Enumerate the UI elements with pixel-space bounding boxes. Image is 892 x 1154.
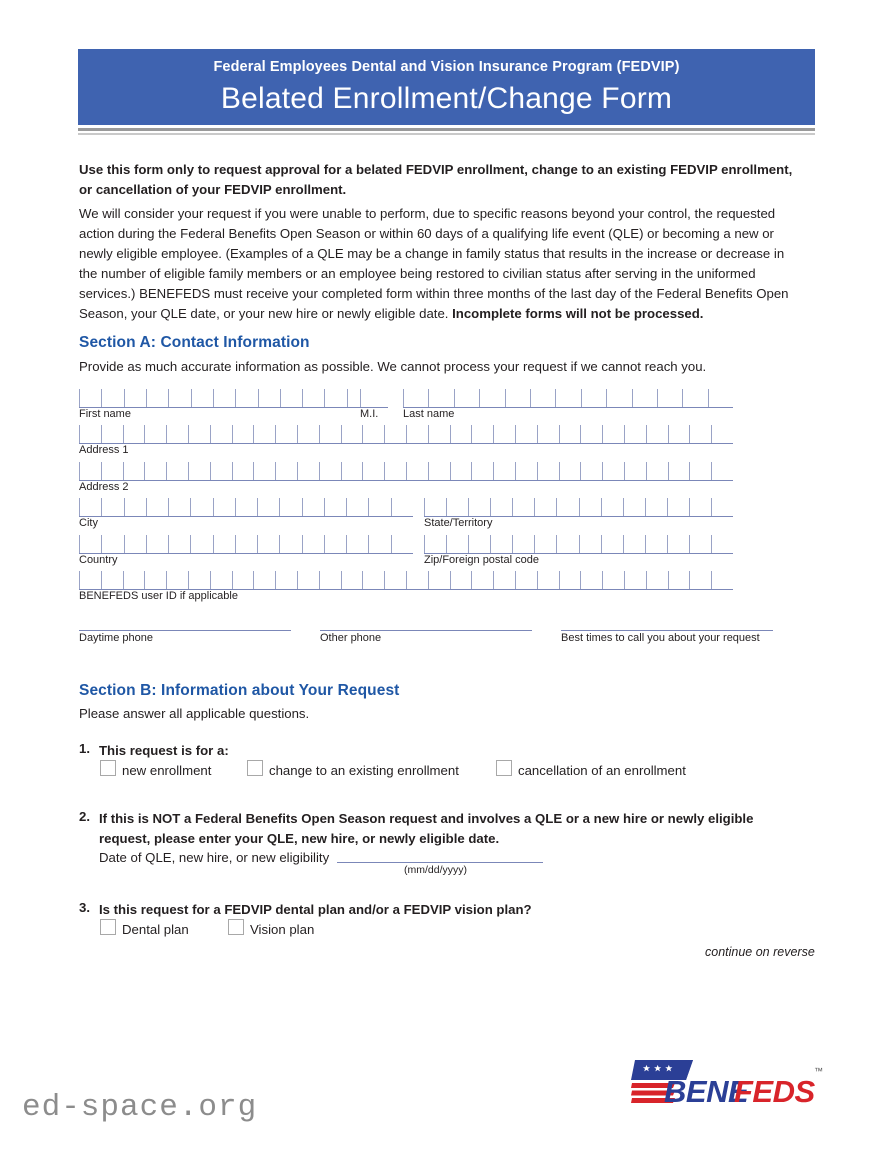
comb-cell[interactable]: [711, 571, 733, 589]
section-b-heading: Section B: Information about Your Request: [79, 682, 400, 699]
comb-cell[interactable]: [646, 425, 668, 443]
comb-cell[interactable]: [79, 462, 101, 480]
comb-cell[interactable]: [79, 425, 101, 443]
comb-cell[interactable]: [490, 498, 512, 516]
question-1-number: 1.: [79, 741, 90, 756]
header-divider-top: [78, 128, 815, 131]
comb-cell[interactable]: [391, 535, 413, 553]
comb-cell[interactable]: [471, 425, 493, 443]
comb-cell[interactable]: [253, 425, 275, 443]
comb-cell[interactable]: [479, 389, 504, 407]
comb-cell[interactable]: [512, 535, 534, 553]
header-divider-bottom: [78, 133, 815, 135]
comb-cell[interactable]: [454, 389, 479, 407]
comb-cell[interactable]: [360, 389, 388, 407]
comb-cell[interactable]: [556, 535, 578, 553]
first-name-label: First name: [79, 408, 131, 420]
comb-cell[interactable]: [559, 425, 581, 443]
checkbox-vision-plan[interactable]: [228, 919, 244, 935]
comb-cell[interactable]: [601, 498, 623, 516]
zip-postal-field[interactable]: [424, 535, 733, 566]
comb-cell[interactable]: [319, 462, 341, 480]
comb-cell[interactable]: [537, 425, 559, 443]
comb-cell[interactable]: [297, 425, 319, 443]
comb-cell[interactable]: [275, 462, 297, 480]
comb-cell[interactable]: [450, 462, 472, 480]
comb-cell[interactable]: [689, 498, 711, 516]
intro-paragraph-text: We will consider your request if you were unable to perform, due to specific reasons beyond your control, the requested action during the Federal Benefits Open Season or within 60 days of a qualifying life event (QLE) or becoming a new or newly eligible employee. (Examples of a QLE may be a change in family status that results in the increase or decrease in the number of eligible family members or an employee being restored to civilian status after serving in the uniformed services.) BENEFEDS must receive your completed form within three months of the last day of the Federal Benefits Open Season, your QLE date, or your new hire or newly eligible date.: [79, 206, 789, 322]
daytime-phone-field[interactable]: [79, 630, 291, 644]
comb-cell[interactable]: [324, 498, 346, 516]
comb-cell[interactable]: [602, 425, 624, 443]
comb-cell[interactable]: [341, 571, 363, 589]
comb-cell[interactable]: [645, 535, 667, 553]
comb-cell[interactable]: [556, 498, 578, 516]
comb-cell[interactable]: [428, 425, 450, 443]
comb-cell[interactable]: [493, 571, 515, 589]
comb-cell[interactable]: [668, 571, 690, 589]
comb-cell[interactable]: [403, 389, 428, 407]
comb-cell[interactable]: [257, 498, 279, 516]
comb-cell[interactable]: [101, 535, 123, 553]
comb-cell[interactable]: [450, 571, 472, 589]
section-b-subtext: Please answer all applicable questions.: [79, 706, 310, 721]
intro-paragraph: [79, 204, 801, 324]
state-territory-field[interactable]: [424, 498, 733, 529]
continue-on-reverse-note: continue on reverse: [705, 945, 815, 959]
checkbox-dental-plan-label: Dental plan: [122, 922, 189, 937]
comb-cell[interactable]: [257, 535, 279, 553]
qle-date-label: Date of QLE, new hire, or new eligibility: [99, 850, 330, 865]
comb-cell[interactable]: [515, 462, 537, 480]
comb-cell[interactable]: [602, 462, 624, 480]
comb-cell[interactable]: [428, 571, 450, 589]
comb-cell[interactable]: [124, 535, 146, 553]
comb-cell[interactable]: [275, 571, 297, 589]
comb-cell[interactable]: [424, 498, 446, 516]
comb-cell[interactable]: [646, 571, 668, 589]
comb-cell[interactable]: [657, 389, 682, 407]
comb-cell[interactable]: [210, 571, 232, 589]
middle-initial-field[interactable]: [360, 389, 388, 420]
comb-cell[interactable]: [123, 425, 145, 443]
comb-cell[interactable]: [101, 571, 123, 589]
comb-cell[interactable]: [579, 498, 601, 516]
comb-cell[interactable]: [667, 535, 689, 553]
comb-cell[interactable]: [213, 535, 235, 553]
checkbox-cancellation-enrollment-label: cancellation of an enrollment: [518, 763, 686, 778]
benefeds-user-id-field[interactable]: [79, 571, 733, 602]
last-name-field[interactable]: [403, 389, 733, 420]
comb-cell[interactable]: [505, 389, 530, 407]
checkbox-vision-plan-label: Vision plan: [250, 922, 315, 937]
form-header-band: [78, 49, 815, 125]
other-phone-label: Other phone: [320, 632, 382, 644]
benefeds-user-id-label: BENEFEDS user ID if applicable: [79, 590, 238, 602]
watermark-text: ed-space.org: [22, 1090, 258, 1125]
comb-cell[interactable]: [191, 389, 213, 407]
comb-cell[interactable]: [468, 535, 490, 553]
daytime-phone-label: Daytime phone: [79, 632, 153, 644]
comb-cell[interactable]: [319, 571, 341, 589]
comb-cell[interactable]: [341, 425, 363, 443]
comb-cell[interactable]: [188, 571, 210, 589]
comb-cell[interactable]: [682, 389, 707, 407]
comb-cell[interactable]: [632, 389, 657, 407]
comb-cell[interactable]: [79, 571, 101, 589]
qle-date-format-hint: (mm/dd/yyyy): [404, 864, 467, 876]
question-1-text: This request is for a:: [99, 743, 229, 758]
comb-cell[interactable]: [168, 535, 190, 553]
comb-cell[interactable]: [166, 425, 188, 443]
country-field[interactable]: [79, 535, 413, 566]
comb-cell[interactable]: [689, 462, 711, 480]
comb-cell[interactable]: [406, 571, 428, 589]
section-a-subtext: Provide as much accurate information as possible. We cannot process your request if we cannot reach you.: [79, 359, 707, 374]
comb-cell[interactable]: [324, 389, 346, 407]
comb-cell[interactable]: [668, 462, 690, 480]
comb-cell[interactable]: [213, 498, 235, 516]
comb-cell[interactable]: [362, 425, 384, 443]
comb-cell[interactable]: [406, 462, 428, 480]
comb-cell[interactable]: [711, 462, 733, 480]
comb-cell[interactable]: [101, 498, 123, 516]
comb-cell[interactable]: [319, 425, 341, 443]
comb-cell[interactable]: [668, 425, 690, 443]
comb-cell[interactable]: [689, 535, 711, 553]
comb-cell[interactable]: [623, 535, 645, 553]
comb-cell[interactable]: [490, 535, 512, 553]
comb-cell[interactable]: [346, 498, 368, 516]
comb-cell[interactable]: [555, 389, 580, 407]
question-3-number: 3.: [79, 900, 90, 915]
comb-cell[interactable]: [188, 462, 210, 480]
comb-cell[interactable]: [79, 389, 101, 407]
question-2-text: If this is NOT a Federal Benefits Open Season request and involves a QLE or a new hire or newly eligible request, please enter your QLE, new hire, or newly eligible date.: [99, 811, 754, 846]
comb-cell[interactable]: [166, 571, 188, 589]
comb-cell[interactable]: [302, 535, 324, 553]
comb-cell[interactable]: [645, 498, 667, 516]
comb-cell[interactable]: [302, 389, 324, 407]
comb-cell[interactable]: [124, 389, 146, 407]
address-1-field[interactable]: [79, 425, 733, 456]
comb-cell[interactable]: [424, 535, 446, 553]
benefeds-logo-svg: [631, 1058, 821, 1110]
comb-cell[interactable]: [190, 535, 212, 553]
comb-cell[interactable]: [391, 498, 413, 516]
question-2-number: 2.: [79, 809, 90, 824]
question-3-text: Is this request for a FEDVIP dental plan and/or a FEDVIP vision plan?: [99, 902, 532, 917]
comb-cell[interactable]: [232, 462, 254, 480]
checkbox-change-enrollment[interactable]: [247, 760, 263, 776]
comb-cell[interactable]: [297, 571, 319, 589]
comb-cell[interactable]: [79, 498, 101, 516]
comb-cell[interactable]: [689, 571, 711, 589]
comb-cell[interactable]: [428, 389, 453, 407]
comb-cell[interactable]: [362, 462, 384, 480]
city-label: City: [79, 517, 98, 529]
comb-cell[interactable]: [534, 535, 556, 553]
comb-cell[interactable]: [279, 535, 301, 553]
comb-cell[interactable]: [446, 498, 468, 516]
state-territory-label: State/Territory: [424, 517, 493, 529]
comb-cell[interactable]: [124, 498, 146, 516]
comb-cell[interactable]: [512, 498, 534, 516]
comb-cell[interactable]: [468, 498, 490, 516]
comb-cell[interactable]: [166, 462, 188, 480]
comb-cell[interactable]: [79, 535, 101, 553]
comb-cell[interactable]: [515, 425, 537, 443]
checkbox-new-enrollment[interactable]: [100, 760, 116, 776]
comb-cell[interactable]: [146, 389, 168, 407]
logo-text-bene: BENE: [664, 1074, 749, 1109]
comb-cell[interactable]: [232, 425, 254, 443]
comb-cell[interactable]: [188, 425, 210, 443]
comb-cell[interactable]: [235, 498, 257, 516]
comb-cell[interactable]: [101, 462, 123, 480]
comb-cell[interactable]: [711, 425, 733, 443]
trademark-symbol: ™: [814, 1066, 823, 1076]
address-2-field[interactable]: [79, 462, 733, 493]
comb-cell[interactable]: [534, 498, 556, 516]
comb-cell[interactable]: [297, 462, 319, 480]
comb-cell[interactable]: [362, 571, 384, 589]
comb-cell[interactable]: [341, 462, 363, 480]
comb-cell[interactable]: [624, 425, 646, 443]
comb-cell[interactable]: [711, 535, 733, 553]
comb-cell[interactable]: [384, 462, 406, 480]
comb-cell[interactable]: [258, 389, 280, 407]
comb-cell[interactable]: [213, 389, 235, 407]
checkbox-change-enrollment-label: change to an existing enrollment: [269, 763, 459, 778]
comb-cell[interactable]: [624, 571, 646, 589]
first-name-field[interactable]: [79, 389, 369, 420]
comb-cell[interactable]: [144, 425, 166, 443]
comb-cell[interactable]: [232, 571, 254, 589]
address-1-label: Address 1: [79, 444, 129, 456]
comb-cell[interactable]: [515, 571, 537, 589]
comb-cell[interactable]: [580, 462, 602, 480]
comb-cell[interactable]: [406, 425, 428, 443]
comb-cell[interactable]: [210, 462, 232, 480]
comb-cell[interactable]: [493, 462, 515, 480]
comb-cell[interactable]: [146, 498, 168, 516]
page-title: Belated Enrollment/Change Form: [220, 81, 673, 115]
comb-cell[interactable]: [384, 571, 406, 589]
benefeds-logo: [631, 1058, 821, 1110]
comb-cell[interactable]: [624, 462, 646, 480]
comb-cell[interactable]: [210, 425, 232, 443]
comb-cell[interactable]: [471, 462, 493, 480]
program-name: Federal Employees Dental and Vision Insurance Program (FEDVIP): [213, 59, 680, 75]
comb-cell[interactable]: [123, 571, 145, 589]
comb-cell[interactable]: [559, 462, 581, 480]
other-phone-field[interactable]: [320, 630, 532, 644]
comb-cell[interactable]: [646, 462, 668, 480]
zip-postal-label: Zip/Foreign postal code: [424, 554, 539, 566]
comb-cell[interactable]: [280, 389, 302, 407]
comb-cell[interactable]: [446, 535, 468, 553]
comb-cell[interactable]: [253, 571, 275, 589]
comb-cell[interactable]: [324, 535, 346, 553]
comb-cell[interactable]: [275, 425, 297, 443]
comb-cell[interactable]: [602, 571, 624, 589]
comb-cell[interactable]: [279, 498, 301, 516]
qle-date-input[interactable]: [337, 862, 543, 863]
section-a-heading: Section A: Contact Information: [79, 334, 310, 351]
comb-cell[interactable]: [623, 498, 645, 516]
intro-paragraph-emphasis: Incomplete forms will not be processed.: [452, 306, 704, 322]
comb-cell[interactable]: [384, 425, 406, 443]
comb-cell[interactable]: [168, 498, 190, 516]
comb-cell[interactable]: [235, 389, 257, 407]
comb-cell[interactable]: [302, 498, 324, 516]
comb-cell[interactable]: [530, 389, 555, 407]
comb-cell[interactable]: [708, 389, 733, 407]
comb-cell[interactable]: [144, 571, 166, 589]
comb-cell[interactable]: [235, 535, 257, 553]
comb-cell[interactable]: [123, 462, 145, 480]
last-name-label: Last name: [403, 408, 455, 420]
comb-cell[interactable]: [471, 571, 493, 589]
comb-cell[interactable]: [146, 535, 168, 553]
comb-cell[interactable]: [581, 389, 606, 407]
comb-cell[interactable]: [101, 425, 123, 443]
comb-cell[interactable]: [601, 535, 623, 553]
comb-cell[interactable]: [101, 389, 123, 407]
comb-cell[interactable]: [537, 571, 559, 589]
best-times-field[interactable]: [561, 630, 773, 644]
logo-text-feds: FEDS: [734, 1074, 815, 1109]
comb-cell[interactable]: [689, 425, 711, 443]
comb-cell[interactable]: [168, 389, 190, 407]
comb-cell[interactable]: [190, 498, 212, 516]
comb-cell[interactable]: [450, 425, 472, 443]
address-2-label: Address 2: [79, 481, 129, 493]
city-field[interactable]: [79, 498, 413, 529]
checkbox-dental-plan[interactable]: [100, 919, 116, 935]
comb-cell[interactable]: [606, 389, 631, 407]
middle-initial-label: M.I.: [360, 408, 379, 420]
intro-notice: Use this form only to request approval for a belated FEDVIP enrollment, change to an existing FEDVIP enrollment, or cancellation of your FEDVIP enrollment.: [79, 162, 793, 197]
comb-cell[interactable]: [493, 425, 515, 443]
comb-cell[interactable]: [559, 571, 581, 589]
comb-cell[interactable]: [667, 498, 689, 516]
comb-cell[interactable]: [580, 571, 602, 589]
comb-cell[interactable]: [537, 462, 559, 480]
comb-cell[interactable]: [711, 498, 733, 516]
checkbox-cancellation-enrollment[interactable]: [496, 760, 512, 776]
comb-cell[interactable]: [144, 462, 166, 480]
comb-cell[interactable]: [428, 462, 450, 480]
checkbox-new-enrollment-label: new enrollment: [122, 763, 212, 778]
comb-cell[interactable]: [580, 425, 602, 443]
comb-cell[interactable]: [368, 498, 390, 516]
comb-cell[interactable]: [346, 535, 368, 553]
comb-cell[interactable]: [368, 535, 390, 553]
comb-cell[interactable]: [253, 462, 275, 480]
country-label: Country: [79, 554, 118, 566]
comb-cell[interactable]: [579, 535, 601, 553]
best-times-label: Best times to call you about your request: [561, 632, 760, 644]
